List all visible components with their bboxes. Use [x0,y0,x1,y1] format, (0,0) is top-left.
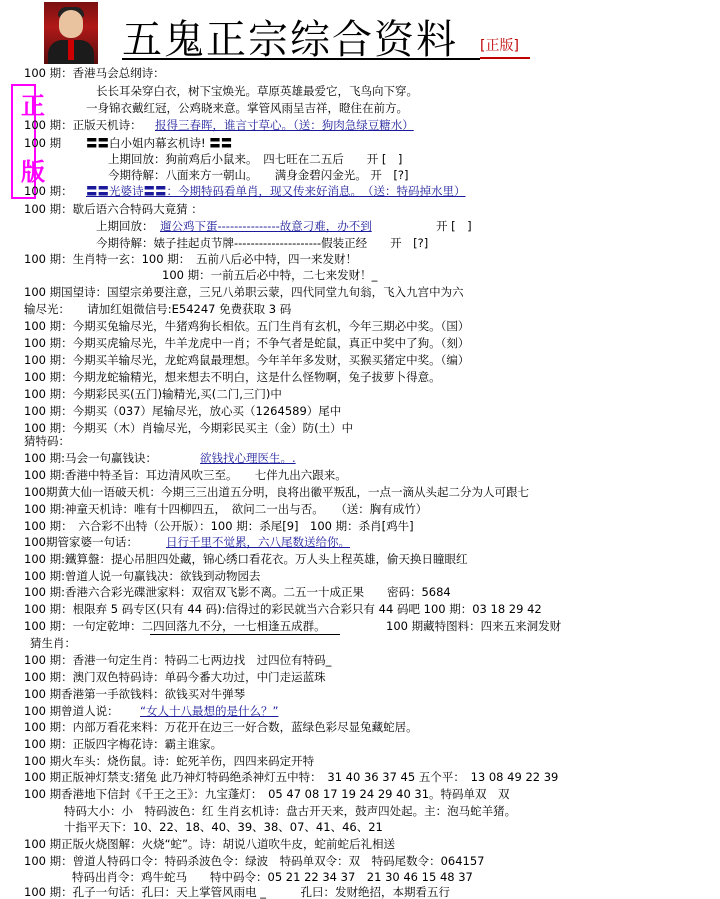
stamp-char-2: 版 [21,158,45,186]
avatar [44,2,98,64]
text-line: 100 期：澳门双色特码诗：单码今番大功过，中门走运蓝珠 [24,670,326,684]
text-line: 100 期香港地下信封《千王之王》：九宝蓬灯： 05 47 08 17 19 24 29 40 31。特码单双 双 [24,787,510,801]
text-line: 100 期:香港六合彩光碟泄家料：双宿双飞影不离。二五一十成正果 密码：5684 [24,585,451,599]
text-line: 100 期:马会一句赢钱诀： [24,451,157,465]
text-line: 100 期：今期买兔输尽光，牛猪鸡狗长相依。五门生肖有玄机，今年三期必中奖。（国） [24,319,470,333]
text-line: 输尽光： 请加红姐微信号:E54247 免费获取 3 码 [24,302,292,316]
text-line: 100 期：今期买虎输尽光，牛羊龙虎中一肖；不争气者是蛇鼠，真正中奖中了狗。（刻） [24,336,470,350]
text-line: 上期回放： [96,219,154,233]
text-line: 十指平天下：10、22、18、40、39、38、07、41、46、21 [64,820,383,834]
text-line: 100 期藏特图料：四来五来洞发财 [386,619,562,633]
text-line: 100 期：歇后语六合特码大竟猜 ： [24,202,203,216]
text-line: 100 期：香港马会总纲诗： [24,66,165,80]
page-title: 五鬼正宗综合资料 [122,17,458,63]
title-underline [122,58,480,60]
text-line: 100期黄大仙一语破天机：今期三三出道五分明，良将出徽平叛乱，一点一滴从头起二分为人可跟七 [24,485,529,499]
underline [150,634,340,635]
text-line: 100 期正版神灯禁支:猪兔 此乃神灯特码绝杀神灯五中特： 31 40 36 37 45 五个平： 13 08 49 22 39 [24,770,559,784]
text-line: 100 期：一前五后必中特，二七来发财！_ [162,268,378,282]
text-line: 开 [ ] [436,219,472,233]
text-line: 100 期:香港中特圣旨：耳边清风吹三至。 七伴九出六跟来。 [24,468,347,482]
text-line: 100 期:神童天机诗：唯有十四柳四五， 欲问二一出与否。 （送：胸有成竹） [24,502,428,516]
text-line: 100 期：今期彩民买(五门)输精光,买(二门,三门)中 [24,387,282,401]
text-line: 100 期香港第一手欲钱料：欲钱买对牛弹琴 [24,687,246,701]
link-text[interactable]: 日行千里不觉累，六八尾数送给你。 [166,535,350,549]
text-line: 100 期：生肖特一玄：100 期： 五前八后必中特，四一来发财！ [24,252,357,266]
text-line: 100 期：正版天机诗： [24,118,142,132]
text-line: 100 期：今期买羊输尽光，龙蛇鸡鼠最理想。今年羊年多发财，买猴买猪定中奖。（编） [24,353,470,367]
text-line: 100 期曾道人说： [24,704,119,718]
text-line: 100 期：曾道人特码口令：特码杀波色令：绿波 特码单双令：双 特码尾数令：064157 [24,854,485,868]
text-line: 特码出肖令：鸡牛蛇马 特中码令：05 21 22 34 37 21 30 46 15 48 37 [72,870,473,884]
text-line: 100 期：今期买（木）肖输尽光，今期彩民买主（金）防(土）中 [24,421,354,435]
link-text[interactable]: 遛公鸡下蛋---------------故意刁难，办不到 [160,219,372,233]
text-line: 100 期：正版四字梅花诗：霸主谁家。 [24,737,223,751]
text-line: 100 期：今期买（037）尾输尽光，放心买（1264589）尾中 [24,404,342,418]
link-text[interactable]: 〓〓光婆诗〓〓：今期特码看单肖，现又传来好消息。 （送：特码掉水里） [86,184,466,198]
link-text[interactable]: “女人十八最想的是什么？” [140,704,279,718]
text-line: 长长耳朵穿白衣，树下宝焕光。草原英雄最爱它，飞鸟向下穿。 [96,84,418,98]
text-line: 100 期正版火烧图解：火烧“蛇”。诗：胡说八道吹牛皮，蛇前蛇后礼相送 [24,837,396,851]
text-line: 100 期：一句定乾坤：二四回落九不分，一七相逢五成群。 [24,619,326,633]
text-line: 猜特码： [24,434,70,448]
text-line: 100 期:曾道人说一句赢钱决：欲钱到动物园去 [24,569,261,583]
text-line: 特码大小：小 特码波色：红 生肖玄机诗：盘古开天来，鼓声四处起。主：泡马蛇羊猪。 [64,804,517,818]
link-text[interactable]: 报得三春晖，谁言寸草心。（送：狗肉急绿豆糖水） [155,118,414,132]
official-badge: [正版] [480,38,519,54]
text-line: 100 期国望诗：国望宗弟要注意，三兄八弟职云蒙，四代同堂九旬翁，飞入九宫中为六 [24,285,464,299]
text-line: 〓〓白小姐内幕玄机诗! 〓〓 [86,136,233,150]
text-line: 100期管家婆一句话： [24,535,138,549]
text-line: 猜生肖： [30,636,76,650]
text-line: 100 期:鐵算盤：提心吊胆四处藏，锦心绣口看花衣。万人头上程英雄，偷天换日瞳眼红 [24,552,468,566]
text-line: 今期待解：婊子挂起贞节牌---------------------假装正经 开 [?] [96,236,429,250]
text-line: 上期回放：狗前鸡后小鼠来。 四七旺在二五后 开 [ ] [108,152,403,166]
text-line: 100 期：根限弃 5 码专区(只有 44 码):信得过的彩民就当六合彩只有 44 码吧 100 期：03 18 29 42 [24,602,542,616]
text-line: 100 期火车头：烧伤鼠。诗：蛇死羊伤，四四来码定开特 [24,754,315,768]
text-line: 100 期：内部万看花来料：万花开在边三一好合数，蓝绿色彩尽显兔藏蛇居。 [24,720,418,734]
text-line: 100 期：香港一句定生肖：特码二七两边找 过四位有特码_ [24,653,332,667]
text-line: 100 期：孔子一句话：孔曰：天上掌管风雨电 _ 孔曰：发财绝招，本期看五行 [24,885,451,899]
text-line: 一身锦衣戴红冠，公鸡晓来意。掌管风雨呈吉祥，瞪住在前方。 [86,101,408,115]
text-line: 今期待解：八面来方一朝山。 满身金碧闪金光。 开 [?] [108,168,409,182]
text-line: 100 期： [24,184,73,198]
text-line: 100 期 [24,136,62,150]
text-line: 100 期： 六合彩不出特（公开版）：100 期：杀尾[9] 100 期：杀肖[鸡牛] [24,519,414,533]
link-text[interactable]: 欲钱找心理医生。. [200,451,296,465]
text-line: 100 期：今期龙蛇输精光，想来想去不明白，这是什么怪物啊，兔子拔萝卜得意。 [24,370,441,384]
stamp-char-1: 正 [21,92,45,120]
badge-underline [480,57,530,59]
